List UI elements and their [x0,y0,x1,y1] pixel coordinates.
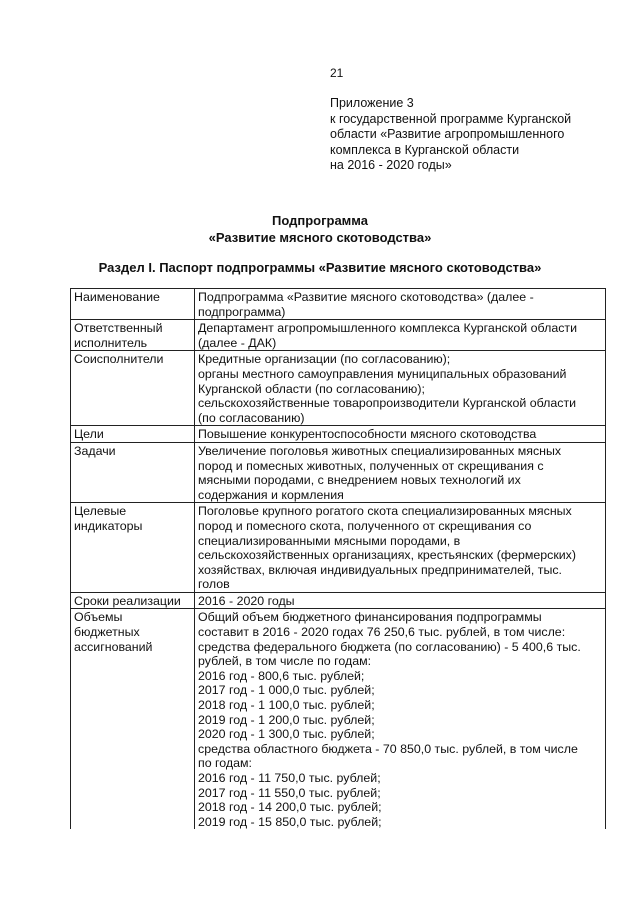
subprogram-title-line2: «Развитие мясного скотоводства» [208,230,432,245]
row-content-line: по годам: [198,756,252,771]
row-label-line: Сроки реализации [74,593,181,608]
row-label-line: Объемы [74,610,123,625]
row-content-line: Курганской области (по согласованию); [198,381,425,396]
row-content-cell [195,503,606,593]
row-content-line: 2016 год - 800,6 тыс. рублей; [198,668,365,683]
row-content-line: (по согласованию) [198,410,305,425]
table-row [71,426,606,443]
row-content-line: 2016 год - 11 750,0 тыс. рублей; [198,771,381,785]
row-label-cell [71,609,195,829]
row-label-cell [71,351,195,426]
row-label-cell [71,426,195,443]
table-row [71,442,606,502]
row-content-line: хозяйствах, включая индивидуальных предпринимателей, тыс. [198,562,562,577]
row-content-line: рублей, в том числе по годам: [198,654,372,669]
row-content-line: Повышение конкурентоспособности мясного скотоводства [198,427,537,442]
page-number: 21 [330,66,344,80]
appendix-line: области «Развитие агропромышленного [330,127,565,141]
row-content-cell [195,609,606,829]
passport-table-body [71,289,606,830]
row-content-line: 2019 год - 1 200,0 тыс. рублей; [198,712,375,727]
row-label-line: Соисполнители [74,352,164,367]
row-content-line: Общий объем бюджетного финансирования подпрограммы [198,610,542,625]
row-content-line: 2020 год - 1 300,0 тыс. рублей; [198,727,375,742]
section-title: Раздел I. Паспорт подпрограммы «Развитие мясного скотоводства» [98,260,542,275]
row-label-cell [71,442,195,502]
row-content-line: 2017 год - 1 000,0 тыс. рублей; [198,683,375,698]
row-content-line: мясными породами, с внедрением новых технологий их [198,473,521,488]
row-content-line: Увеличение поголовья животных специализированных мясных [198,443,562,458]
row-content-line: 2018 год - 1 100,0 тыс. рублей; [198,698,375,713]
row-label-line: Целевые [74,504,127,519]
row-content-cell [195,426,606,443]
row-label-line: индикаторы [74,518,143,533]
row-content-cell [195,320,606,351]
row-content-cell [195,442,606,502]
appendix-line: Приложение 3 [330,96,414,110]
row-content-cell [195,289,606,320]
table-row [71,592,606,609]
subprogram-title-line1: Подпрограмма [272,213,368,228]
row-content-line: пород и помесных животных, полученных от скрещивания с [198,458,544,473]
table-row [71,609,606,829]
passport-table [70,288,606,829]
row-label-cell [71,289,195,320]
row-content-line: голов [198,577,230,592]
row-label-line: бюджетных [74,625,140,640]
table-row [71,320,606,351]
row-label-cell [71,503,195,593]
row-content-line: средства областного бюджета - 70 850,0 тыс. рублей, в том числе [198,741,578,756]
appendix-line: к государственной программе Курганской [330,111,572,126]
row-content-line: 2017 год - 11 550,0 тыс. рублей; [198,785,381,800]
row-label-line: Цели [74,427,104,442]
appendix-line: на 2016 - 2020 годы» [330,158,452,172]
row-label-line: ассигнований [74,639,153,654]
row-label-cell [71,320,195,351]
row-content-line: органы местного самоуправления муниципальных образований [198,366,567,381]
table-row [71,503,606,593]
row-content-line: сельскохозяйственные товаропроизводители Курганской области [198,396,577,411]
row-content-line: специализированными мясными породами, в [198,533,461,548]
row-content-line: средства федерального бюджета (по согласованию) - 5 400,6 тыс. [198,639,581,654]
row-content-cell [195,351,606,426]
row-content-line: 2018 год - 14 200,0 тыс. рублей; [198,800,382,815]
appendix-header [330,96,620,174]
row-content-line: подпрограмма) [198,304,286,319]
row-content-line: содержания и кормления [198,487,344,502]
row-label-line: исполнитель [74,335,148,350]
row-label-line: Наименование [74,290,160,304]
row-label-line: Ответственный [74,321,163,336]
table-row [71,351,606,426]
row-label-line: Задачи [74,443,116,458]
row-content-line: Кредитные организации (по согласованию); [198,352,451,367]
table-row [71,289,606,320]
row-content-line: Подпрограмма «Развитие мясного скотоводства» (далее - [198,290,534,304]
appendix-line: комплекса в Курганской области [330,142,520,157]
subprogram-title [0,212,640,246]
row-content-line: 2019 год - 15 850,0 тыс. рублей; [198,814,382,829]
row-content-line: 2016 - 2020 годы [198,593,295,608]
row-content-line: пород и помесного скота, полученного от скрещивания со [198,518,532,533]
row-content-line: сельскохозяйственных организациях, крестьянских (фермерских) [198,548,577,563]
row-content-line: (далее - ДАК) [198,335,277,350]
row-label-cell [71,592,195,609]
row-content-cell [195,592,606,609]
row-content-line: Поголовье крупного рогатого скота специализированных мясных [198,504,572,519]
row-content-line: составит в 2016 - 2020 годах 76 250,6 тыс. рублей, в том числе: [198,625,566,640]
row-content-line: Департамент агропромышленного комплекса Курганской области [198,321,578,336]
